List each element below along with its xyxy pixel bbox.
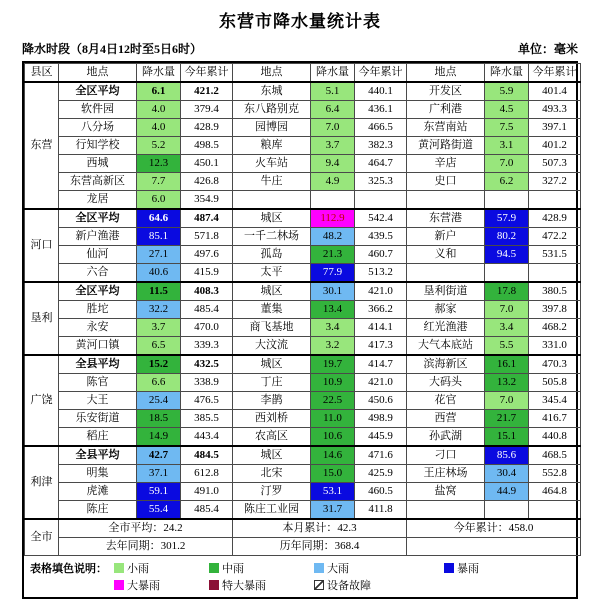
- precip-value-cell: 85.6: [485, 446, 529, 465]
- precip-value-cell: 85.1: [137, 228, 181, 246]
- location-cell: 东营高新区: [59, 173, 137, 191]
- time-range-label: 降水时段（8月4日12时至5日6时）: [22, 42, 203, 56]
- location-cell: [407, 501, 485, 520]
- cumulative-cell: 485.4: [181, 301, 233, 319]
- cumulative-cell: [355, 191, 407, 210]
- legend-label: 表格填色说明：: [30, 562, 107, 575]
- cumulative-cell: 476.5: [181, 392, 233, 410]
- location-cell: 滨海新区: [407, 355, 485, 374]
- precip-value-cell: 7.0: [311, 119, 355, 137]
- location-cell: 六合: [59, 264, 137, 283]
- table-row: [25, 119, 581, 137]
- precip-value-cell: 7.0: [485, 392, 529, 410]
- cumulative-cell: 325.3: [355, 173, 407, 191]
- legend-item-label: 大暴雨: [127, 579, 160, 592]
- location-cell: 大气本底站: [407, 337, 485, 356]
- location-cell: 孙武湖: [407, 428, 485, 447]
- legend-row-2: [30, 576, 576, 593]
- precip-value-cell: 14.6: [311, 446, 355, 465]
- precip-value-cell: 6.6: [137, 374, 181, 392]
- cumulative-cell: 379.4: [181, 101, 233, 119]
- precip-table-frame: [22, 61, 578, 599]
- table-row: [25, 392, 581, 410]
- column-header: 今年累计: [529, 64, 581, 83]
- summary-row: [25, 519, 581, 538]
- precip-value-cell: 25.4: [137, 392, 181, 410]
- location-cell: [407, 264, 485, 283]
- heavy-rain-swatch-icon: [314, 563, 324, 573]
- precip-value-cell: 57.9: [485, 209, 529, 228]
- cumulative-cell: 354.9: [181, 191, 233, 210]
- cumulative-cell: 426.8: [181, 173, 233, 191]
- precip-value-cell: 59.1: [137, 483, 181, 501]
- legend-item-label: 小雨: [127, 562, 149, 575]
- table-row: [25, 319, 581, 337]
- location-cell: 城区: [233, 209, 311, 228]
- precip-value-cell: 5.2: [137, 137, 181, 155]
- column-header: 降水量: [485, 64, 529, 83]
- precip-value-cell: 32.2: [137, 301, 181, 319]
- empty-cell: [407, 538, 581, 556]
- cumulative-cell: 421.0: [355, 282, 407, 301]
- cumulative-cell: 445.9: [355, 428, 407, 447]
- table-row: [25, 228, 581, 246]
- location-cell: 东营南站: [407, 119, 485, 137]
- legend-item-label: 暴雨: [457, 562, 479, 575]
- cumulative-cell: 487.4: [181, 209, 233, 228]
- location-cell: 西刘桥: [233, 410, 311, 428]
- location-cell: 虎滩: [59, 483, 137, 501]
- column-header: 今年累计: [181, 64, 233, 83]
- location-cell: 新户渔港: [59, 228, 137, 246]
- location-cell: [407, 191, 485, 210]
- column-header: 县区: [25, 64, 59, 83]
- precip-value-cell: 4.0: [137, 119, 181, 137]
- legend-item: [209, 577, 314, 593]
- location-cell: 全县平均: [59, 446, 137, 465]
- legend-item: [444, 560, 479, 576]
- cumulative-cell: 493.3: [529, 101, 581, 119]
- precip-value-cell: 10.9: [311, 374, 355, 392]
- precip-value-cell: 17.8: [485, 282, 529, 301]
- precip-value-cell: 6.0: [137, 191, 181, 210]
- header-row: [25, 64, 581, 83]
- city-average-cell: 全市平均：24.2: [59, 519, 233, 538]
- precip-value-cell: 77.9: [311, 264, 355, 283]
- table-row: [25, 465, 581, 483]
- location-cell: 广利港: [407, 101, 485, 119]
- precip-value-cell: 15.2: [137, 355, 181, 374]
- location-cell: 黄河路街道: [407, 137, 485, 155]
- location-cell: 陈庄工业园: [233, 501, 311, 520]
- precip-value-cell: 3.7: [311, 137, 355, 155]
- column-header: 今年累计: [355, 64, 407, 83]
- location-cell: 全县平均: [59, 355, 137, 374]
- cumulative-cell: 411.8: [355, 501, 407, 520]
- precip-table: [24, 63, 581, 556]
- location-cell: 牛庄: [233, 173, 311, 191]
- cumulative-cell: 339.3: [181, 337, 233, 356]
- precip-value-cell: 42.7: [137, 446, 181, 465]
- precip-value-cell: 21.3: [311, 246, 355, 264]
- location-cell: 黄河口镇: [59, 337, 137, 356]
- location-cell: 盐窝: [407, 483, 485, 501]
- precip-value-cell: 6.4: [311, 101, 355, 119]
- cumulative-cell: 385.5: [181, 410, 233, 428]
- legend-row-1: [30, 559, 576, 576]
- legend-item: [114, 577, 209, 593]
- precip-value-cell: 64.6: [137, 209, 181, 228]
- column-header: 地点: [407, 64, 485, 83]
- precip-value-cell: 7.0: [485, 301, 529, 319]
- location-cell: 陈庄: [59, 501, 137, 520]
- precip-value-cell: 14.9: [137, 428, 181, 447]
- precip-value-cell: 9.4: [311, 155, 355, 173]
- legend-item: [314, 560, 444, 576]
- cumulative-cell: 612.8: [181, 465, 233, 483]
- cumulative-cell: 498.5: [181, 137, 233, 155]
- table-row: [25, 264, 581, 283]
- location-cell: 大王: [59, 392, 137, 410]
- precip-value-cell: 5.5: [485, 337, 529, 356]
- column-header: 降水量: [311, 64, 355, 83]
- cumulative-cell: 415.9: [181, 264, 233, 283]
- location-cell: 园博园: [233, 119, 311, 137]
- location-cell: 乐安街道: [59, 410, 137, 428]
- precip-value-cell: 27.1: [137, 246, 181, 264]
- table-row: [25, 101, 581, 119]
- location-cell: 八分场: [59, 119, 137, 137]
- table-row: [25, 282, 581, 301]
- location-cell: 王庄林场: [407, 465, 485, 483]
- cumulative-cell: 470.0: [181, 319, 233, 337]
- cumulative-cell: 439.5: [355, 228, 407, 246]
- location-cell: 全区平均: [59, 82, 137, 101]
- cumulative-cell: 460.5: [355, 483, 407, 501]
- storm-swatch-icon: [444, 563, 454, 573]
- cumulative-cell: 366.2: [355, 301, 407, 319]
- cumulative-cell: 450.6: [355, 392, 407, 410]
- cumulative-cell: 401.4: [529, 82, 581, 101]
- cumulative-cell: 428.9: [529, 209, 581, 228]
- cumulative-cell: 397.8: [529, 301, 581, 319]
- heavy-storm-swatch-icon: [114, 580, 124, 590]
- cumulative-cell: 440.8: [529, 428, 581, 447]
- unit-label: 单位：毫米: [517, 42, 578, 56]
- precip-value-cell: 7.0: [485, 155, 529, 173]
- cumulative-cell: 327.2: [529, 173, 581, 191]
- precip-value-cell: 16.1: [485, 355, 529, 374]
- precip-value-cell: 53.1: [311, 483, 355, 501]
- year-total-cell: 今年累计：458.0: [407, 519, 581, 538]
- cumulative-cell: 472.2: [529, 228, 581, 246]
- cumulative-cell: 421.2: [181, 82, 233, 101]
- legend-item-label: 大雨: [327, 562, 349, 575]
- cumulative-cell: 380.5: [529, 282, 581, 301]
- cumulative-cell: 485.4: [181, 501, 233, 520]
- precip-value-cell: 7.7: [137, 173, 181, 191]
- cumulative-cell: 464.8: [529, 483, 581, 501]
- cumulative-cell: 464.7: [355, 155, 407, 173]
- cumulative-cell: 552.8: [529, 465, 581, 483]
- location-cell: 东城: [233, 82, 311, 101]
- cumulative-cell: 432.5: [181, 355, 233, 374]
- legend-item: [314, 577, 444, 593]
- precip-value-cell: 3.4: [311, 319, 355, 337]
- month-total-cell: 本月累计：42.3: [233, 519, 407, 538]
- light-rain-swatch-icon: [114, 563, 124, 573]
- location-cell: 汀罗: [233, 483, 311, 501]
- location-cell: 花官: [407, 392, 485, 410]
- precip-value-cell: 6.2: [485, 173, 529, 191]
- region-cell: 利津: [25, 446, 59, 519]
- location-cell: 全区平均: [59, 209, 137, 228]
- location-cell: 开发区: [407, 82, 485, 101]
- location-cell: 大码头: [407, 374, 485, 392]
- location-cell: 农高区: [233, 428, 311, 447]
- cumulative-cell: 408.3: [181, 282, 233, 301]
- cumulative-cell: 466.5: [355, 119, 407, 137]
- cumulative-cell: 345.4: [529, 392, 581, 410]
- region-cell: 广饶: [25, 355, 59, 446]
- cumulative-cell: 470.3: [529, 355, 581, 374]
- location-cell: 永安: [59, 319, 137, 337]
- precip-value-cell: 6.1: [137, 82, 181, 101]
- precip-value-cell: 3.7: [137, 319, 181, 337]
- cumulative-cell: 571.8: [181, 228, 233, 246]
- subtitle-row: [22, 40, 578, 57]
- precip-value-cell: 44.9: [485, 483, 529, 501]
- cumulative-cell: 338.9: [181, 374, 233, 392]
- cumulative-cell: 513.2: [355, 264, 407, 283]
- location-cell: 义和: [407, 246, 485, 264]
- precip-value-cell: 3.4: [485, 319, 529, 337]
- summary-row: [25, 538, 581, 556]
- table-row: [25, 246, 581, 264]
- location-cell: 李鹊: [233, 392, 311, 410]
- cumulative-cell: [529, 264, 581, 283]
- location-cell: 胜坨: [59, 301, 137, 319]
- region-cell: 河口: [25, 209, 59, 282]
- precip-value-cell: 18.5: [137, 410, 181, 428]
- precip-value-cell: 7.5: [485, 119, 529, 137]
- cumulative-cell: [529, 191, 581, 210]
- cumulative-cell: 497.6: [181, 246, 233, 264]
- cumulative-cell: 450.1: [181, 155, 233, 173]
- table-row: [25, 374, 581, 392]
- precip-value-cell: 21.7: [485, 410, 529, 428]
- location-cell: 西城: [59, 155, 137, 173]
- location-cell: 粮库: [233, 137, 311, 155]
- precip-value-cell: 37.1: [137, 465, 181, 483]
- cumulative-cell: 505.8: [529, 374, 581, 392]
- location-cell: 郝家: [407, 301, 485, 319]
- cumulative-cell: 507.3: [529, 155, 581, 173]
- region-cell: 东营: [25, 82, 59, 209]
- legend-item-label: 设备故障: [327, 579, 371, 592]
- precip-value-cell: 5.9: [485, 82, 529, 101]
- location-cell: 一千二林场: [233, 228, 311, 246]
- location-cell: 城区: [233, 446, 311, 465]
- table-row: [25, 155, 581, 173]
- precip-value-cell: 11.5: [137, 282, 181, 301]
- location-cell: 商飞基地: [233, 319, 311, 337]
- location-cell: 辛店: [407, 155, 485, 173]
- location-cell: 红光渔港: [407, 319, 485, 337]
- location-cell: 全区平均: [59, 282, 137, 301]
- location-cell: 行知学校: [59, 137, 137, 155]
- table-row: [25, 209, 581, 228]
- column-header: 地点: [233, 64, 311, 83]
- cumulative-cell: 471.6: [355, 446, 407, 465]
- location-cell: 东八路别克: [233, 101, 311, 119]
- column-header: 降水量: [137, 64, 181, 83]
- location-cell: 软件园: [59, 101, 137, 119]
- cumulative-cell: 436.1: [355, 101, 407, 119]
- location-cell: 董集: [233, 301, 311, 319]
- cumulative-cell: 468.2: [529, 319, 581, 337]
- location-cell: 城区: [233, 355, 311, 374]
- precip-value-cell: 112.9: [311, 209, 355, 228]
- cumulative-cell: 331.0: [529, 337, 581, 356]
- precip-value-cell: 30.1: [311, 282, 355, 301]
- precip-value-cell: 6.5: [137, 337, 181, 356]
- location-cell: 城区: [233, 282, 311, 301]
- precip-value-cell: 22.5: [311, 392, 355, 410]
- precip-value-cell: 15.1: [485, 428, 529, 447]
- precip-value-cell: 12.3: [137, 155, 181, 173]
- location-cell: 大汶流: [233, 337, 311, 356]
- table-row: [25, 428, 581, 447]
- location-cell: 太平: [233, 264, 311, 283]
- location-cell: 北宋: [233, 465, 311, 483]
- table-body: [25, 82, 581, 519]
- precip-value-cell: [311, 191, 355, 210]
- last-year-cell: 去年同期：301.2: [59, 538, 233, 556]
- cumulative-cell: 428.9: [181, 119, 233, 137]
- precip-value-cell: 48.2: [311, 228, 355, 246]
- location-cell: 龙居: [59, 191, 137, 210]
- precip-value-cell: 4.0: [137, 101, 181, 119]
- moderate-rain-swatch-icon: [209, 563, 219, 573]
- location-cell: 陈官: [59, 374, 137, 392]
- table-row: [25, 82, 581, 101]
- region-cell: 垦利: [25, 282, 59, 355]
- cumulative-cell: 460.7: [355, 246, 407, 264]
- location-cell: 东营港: [407, 209, 485, 228]
- device-fault-icon: [314, 580, 324, 590]
- location-cell: 仙河: [59, 246, 137, 264]
- cumulative-cell: 416.7: [529, 410, 581, 428]
- location-cell: 刁口: [407, 446, 485, 465]
- precip-value-cell: 80.2: [485, 228, 529, 246]
- location-cell: 史口: [407, 173, 485, 191]
- table-row: [25, 173, 581, 191]
- precip-value-cell: [485, 191, 529, 210]
- precip-value-cell: 4.5: [485, 101, 529, 119]
- location-cell: 火车站: [233, 155, 311, 173]
- legend-item-label: 中雨: [222, 562, 244, 575]
- table-row: [25, 446, 581, 465]
- cumulative-cell: 401.2: [529, 137, 581, 155]
- precip-value-cell: 3.1: [485, 137, 529, 155]
- cumulative-cell: 382.3: [355, 137, 407, 155]
- location-cell: 垦利街道: [407, 282, 485, 301]
- cumulative-cell: 443.4: [181, 428, 233, 447]
- cumulative-cell: 425.9: [355, 465, 407, 483]
- cumulative-cell: 542.4: [355, 209, 407, 228]
- location-cell: 新户: [407, 228, 485, 246]
- table-row: [25, 337, 581, 356]
- historic-avg-cell: 历年同期：368.4: [233, 538, 407, 556]
- table-row: [25, 137, 581, 155]
- precip-value-cell: 5.1: [311, 82, 355, 101]
- precip-value-cell: 4.9: [311, 173, 355, 191]
- precip-value-cell: 13.4: [311, 301, 355, 319]
- legend-item-label: 特大暴雨: [222, 579, 266, 592]
- region-cell: 全市: [25, 519, 59, 556]
- location-cell: 稻庄: [59, 428, 137, 447]
- extreme-storm-swatch-icon: [209, 580, 219, 590]
- table-row: [25, 301, 581, 319]
- precip-value-cell: 11.0: [311, 410, 355, 428]
- location-cell: 明集: [59, 465, 137, 483]
- cumulative-cell: 468.5: [529, 446, 581, 465]
- cumulative-cell: 414.7: [355, 355, 407, 374]
- cumulative-cell: 484.5: [181, 446, 233, 465]
- table-row: [25, 191, 581, 210]
- legend: [24, 556, 576, 597]
- cumulative-cell: 417.3: [355, 337, 407, 356]
- table-row: [25, 355, 581, 374]
- precip-value-cell: 19.7: [311, 355, 355, 374]
- cumulative-cell: [529, 501, 581, 520]
- page-title: 东营市降水量统计表: [219, 12, 381, 31]
- precip-value-cell: 55.4: [137, 501, 181, 520]
- legend-item: [209, 560, 314, 576]
- table-row: [25, 501, 581, 520]
- precip-value-cell: [485, 501, 529, 520]
- table-row: [25, 483, 581, 501]
- column-header: 地点: [59, 64, 137, 83]
- location-cell: 丁庄: [233, 374, 311, 392]
- precip-value-cell: 13.2: [485, 374, 529, 392]
- precip-value-cell: 3.2: [311, 337, 355, 356]
- legend-item: [114, 560, 209, 576]
- cumulative-cell: 531.5: [529, 246, 581, 264]
- location-cell: 孤岛: [233, 246, 311, 264]
- precip-value-cell: 40.6: [137, 264, 181, 283]
- cumulative-cell: 414.1: [355, 319, 407, 337]
- cumulative-cell: 491.0: [181, 483, 233, 501]
- cumulative-cell: 397.1: [529, 119, 581, 137]
- location-cell: 西营: [407, 410, 485, 428]
- cumulative-cell: 421.0: [355, 374, 407, 392]
- precip-value-cell: 10.6: [311, 428, 355, 447]
- precip-value-cell: 31.7: [311, 501, 355, 520]
- summary-body: [25, 519, 581, 556]
- location-cell: [233, 191, 311, 210]
- precip-value-cell: 15.0: [311, 465, 355, 483]
- precip-value-cell: [485, 264, 529, 283]
- precip-value-cell: 30.4: [485, 465, 529, 483]
- cumulative-cell: 440.1: [355, 82, 407, 101]
- cumulative-cell: 498.9: [355, 410, 407, 428]
- precip-value-cell: 94.5: [485, 246, 529, 264]
- table-row: [25, 410, 581, 428]
